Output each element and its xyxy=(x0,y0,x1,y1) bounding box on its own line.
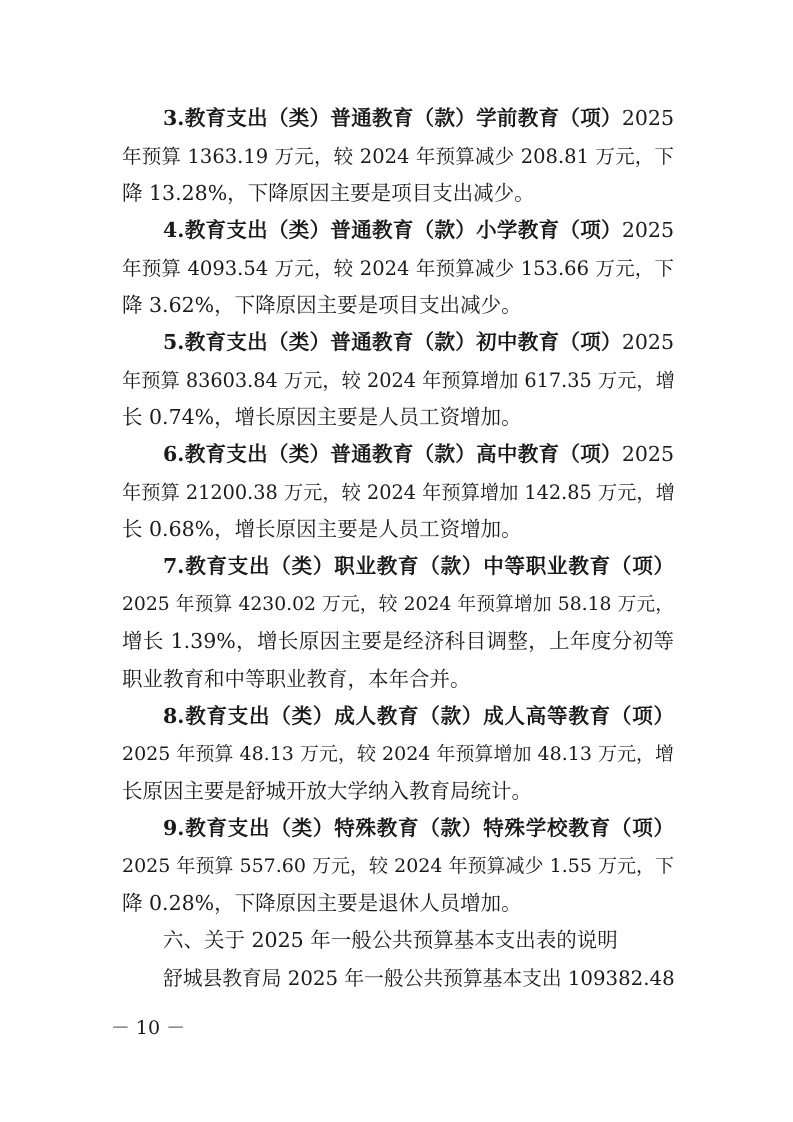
item-text-line: 增长 1.39%，增长原因主要是经济科目调整，上年度分初等 xyxy=(122,629,674,653)
item-heading-line xyxy=(122,436,674,474)
item-heading-line xyxy=(122,324,674,362)
item-heading-line xyxy=(122,100,674,138)
budget-item-9 xyxy=(122,810,674,923)
item-text-line: 职业教育和中等职业教育，本年合并。 xyxy=(122,666,471,691)
item-text-line: 年预算 4093.54 万元，较 2024 年预算减少 153.66 万元，下 xyxy=(122,256,674,280)
item-heading: 6.教育支出（类）普通教育（款）高中教育（项） xyxy=(163,442,622,466)
section-six xyxy=(122,922,674,997)
item-text-line: 长 0.68%，增长原因主要是人员工资增加。 xyxy=(122,517,522,541)
budget-item-8 xyxy=(122,698,674,811)
item-text-line: 年预算 1363.19 万元，较 2024 年预算减少 208.81 万元，下 xyxy=(122,144,674,168)
item-heading-line xyxy=(122,810,674,848)
item-heading-tail: 2025 xyxy=(621,218,674,242)
item-heading-line xyxy=(122,212,674,250)
item-text-line: 年预算 21200.38 万元，较 2024 年预算增加 142.85 万元，增 xyxy=(122,480,675,504)
page-number: － 10 － xyxy=(110,1017,186,1039)
section-title: 六、关于 2025 年一般公共预算基本支出表的说明 xyxy=(163,928,618,952)
item-text-line: 降 13.28%，下降原因主要是项目支出减少。 xyxy=(122,181,535,205)
item-heading-line xyxy=(122,698,674,736)
budget-item-5 xyxy=(122,324,674,437)
item-text-line: 年预算 83603.84 万元，较 2024 年预算增加 617.35 万元，增 xyxy=(122,368,675,392)
budget-item-6 xyxy=(122,436,674,549)
item-text-line: 长原因主要是舒城开放大学纳入教育局统计。 xyxy=(122,779,532,803)
item-text-line: 2025 年预算 48.13 万元，较 2024 年预算增加 48.13 万元，增 xyxy=(122,742,674,765)
item-text-line: 2025 年预算 557.60 万元，较 2024 年预算减少 1.55 万元，下 xyxy=(122,854,674,877)
item-heading-line xyxy=(122,548,674,586)
item-text-line: 降 3.62%，下降原因主要是项目支出减少。 xyxy=(122,293,522,317)
section-body-line: 舒城县教育局 2025 年一般公共预算基本支出 109382.48 xyxy=(163,966,675,990)
item-heading: 9.教育支出（类）特殊教育（款）特殊学校教育（项） xyxy=(163,816,674,840)
item-text-line: 2025 年预算 4230.02 万元，较 2024 年预算增加 58.18 万元， xyxy=(122,593,674,615)
item-heading-tail: 2025 xyxy=(621,442,674,466)
item-heading: 3.教育支出（类）普通教育（款）学前教育（项） xyxy=(163,106,622,130)
item-heading: 8.教育支出（类）成人教育（款）成人高等教育（项） xyxy=(163,704,674,728)
item-heading: 5.教育支出（类）普通教育（款）初中教育（项） xyxy=(163,330,622,354)
item-heading: 7.教育支出（类）职业教育（款）中等职业教育（项） xyxy=(163,554,674,578)
budget-item-7 xyxy=(122,548,674,698)
budget-item-3 xyxy=(122,100,674,213)
item-text-line: 降 0.28%，下降原因主要是退休人员增加。 xyxy=(122,891,522,915)
budget-item-4 xyxy=(122,212,674,325)
item-heading-tail: 2025 xyxy=(621,106,674,130)
item-heading-tail: 2025 xyxy=(621,330,674,354)
item-heading: 4.教育支出（类）普通教育（款）小学教育（项） xyxy=(163,218,622,242)
item-text-line: 长 0.74%，增长原因主要是人员工资增加。 xyxy=(122,405,522,429)
